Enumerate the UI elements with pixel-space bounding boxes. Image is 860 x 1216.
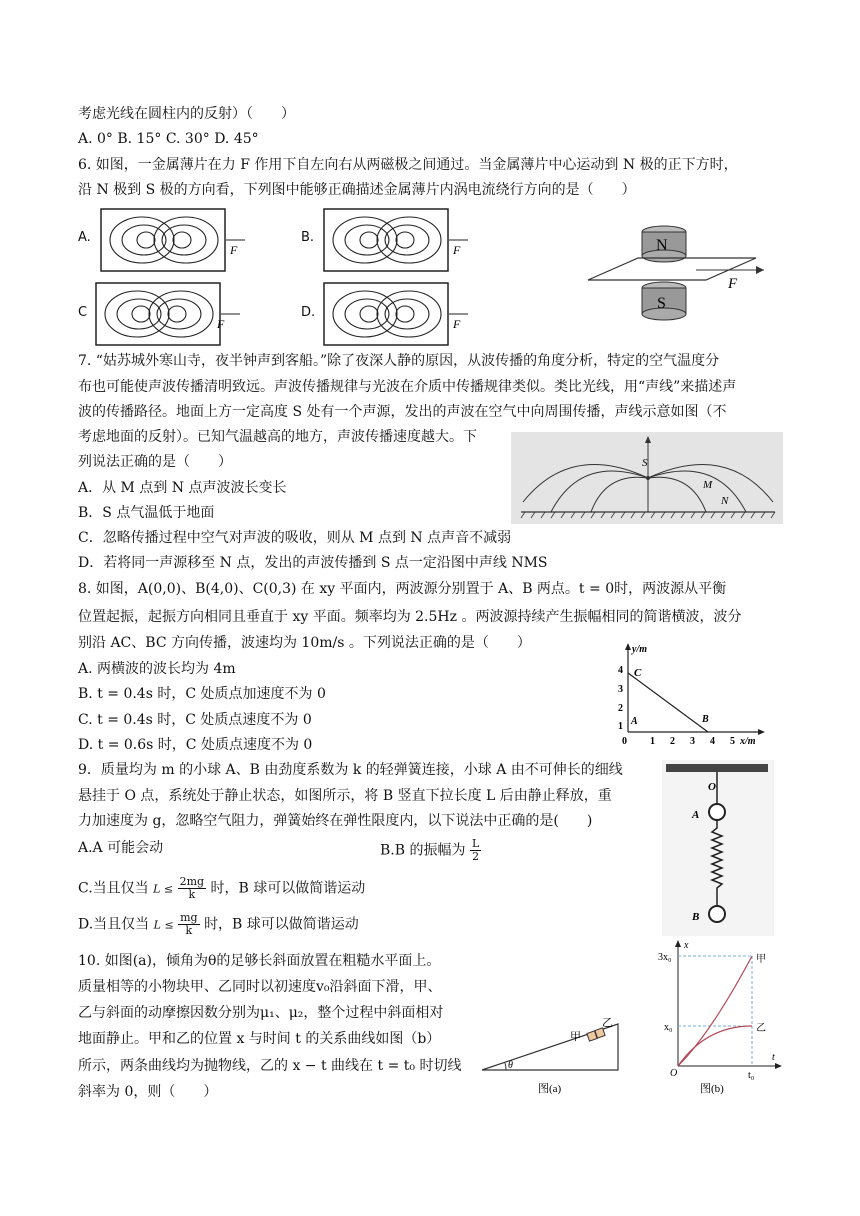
q8-stem-3: 别沿 AC、BC 方向传播，波速均为 10m/s 。下列说法正确的是（ ） xyxy=(78,635,531,651)
svg-text:y/m: y/m xyxy=(632,644,647,655)
q10-stem-3: 乙与斜面的动摩擦因数分别为μ₁、μ₂，整个过程中斜面相对 xyxy=(78,1005,444,1021)
svg-text:O: O xyxy=(670,1068,678,1079)
segment-bc xyxy=(628,673,708,732)
force-arrow-icon xyxy=(756,266,764,274)
curve-yi xyxy=(678,1026,752,1066)
q7-option-c: C．忽略传播过程中空气对声波的吸收，则从 M 点到 N 点声音不减弱 xyxy=(78,530,512,546)
svg-text:B: B xyxy=(702,714,709,725)
q8-option-c: C. t = 0.4s 时，C 处质点速度不为 0 xyxy=(78,712,312,728)
svg-text:B: B xyxy=(692,911,700,923)
q6-stem-2: 沿 N 极到 S 极的方向看，下列图中能够正确描述金属薄片内涡电流绕行方向的是（ ） xyxy=(78,182,636,198)
svg-text:A: A xyxy=(692,809,700,821)
q6-figure-b xyxy=(323,208,473,274)
svg-text:乙: 乙 xyxy=(756,1023,766,1034)
q8-xy-graph xyxy=(612,640,768,752)
q9-option-b xyxy=(380,838,481,863)
q10-stem-1: 10. 如图(a)，倾角为θ的足够长斜面放置在粗糙水平面上。 xyxy=(78,953,441,969)
svg-text:图(b): 图(b) xyxy=(700,1083,724,1095)
svg-text:4: 4 xyxy=(710,736,715,747)
svg-text:4: 4 xyxy=(618,665,623,676)
svg-text:x/m: x/m xyxy=(740,736,756,747)
q10-incline-figure xyxy=(476,1018,646,1098)
svg-text:M: M xyxy=(703,479,713,491)
svg-text:F: F xyxy=(453,243,461,257)
svg-text:乙: 乙 xyxy=(602,1018,613,1029)
curve-jia xyxy=(678,956,752,1066)
svg-text:x: x xyxy=(684,940,689,951)
q7-option-b: B．S 点气温低于地面 xyxy=(78,505,215,521)
q6-stem-1: 6. 如图，一金属薄片在力 F 作用下自左向右从两磁极之间通过。当金属薄片中心运动到 N 极的正下方时， xyxy=(78,157,738,173)
q10-stem-6: 斜率为 0，则（ ） xyxy=(78,1084,218,1100)
q6-option-c: C xyxy=(78,305,88,320)
svg-text:N: N xyxy=(721,495,729,507)
q7-stem-3: 波的传播路径。地面上方一定高度 S 处有一个声源，发出的声波在空气中向周围传播，声线示意如图（不 xyxy=(78,404,727,420)
q10-stem-4: 地面静止。甲和乙的位置 x 与时间 t 的关系曲线如图（b） xyxy=(78,1031,441,1047)
svg-text:S: S xyxy=(642,457,648,469)
svg-text:O: O xyxy=(708,781,716,793)
svg-text:图(a): 图(a) xyxy=(538,1083,562,1095)
q6-figure-c xyxy=(95,282,245,348)
q9-stem-3: 力加速度为 g，忽略空气阻力，弹簧始终在弹性限度内，以下说法中正确的是( ) xyxy=(78,813,593,829)
fraction-denominator: 2 xyxy=(472,850,480,863)
q6-option-b: B. xyxy=(301,230,315,245)
fraction-numerator: L xyxy=(471,837,480,850)
svg-text:2: 2 xyxy=(618,703,623,714)
q6-magnet-figure xyxy=(578,222,768,328)
q9-option-a: A.A 可能会动 xyxy=(78,840,164,856)
svg-text:C: C xyxy=(634,667,642,679)
svg-text:S: S xyxy=(657,295,666,312)
ceiling xyxy=(666,764,768,772)
q6-figure-a xyxy=(100,208,250,274)
q9-option-c: C.当且仅当 L ≤ $\frac{2mg}{k}$ 时，B 球可以做简谐运动 xyxy=(78,875,366,901)
ball-a xyxy=(709,804,725,820)
svg-text:3x₀: 3x₀ xyxy=(658,952,672,963)
ball-b xyxy=(709,906,725,922)
q7-sound-ray-figure xyxy=(511,432,783,524)
svg-text:3: 3 xyxy=(618,684,623,695)
q7-stem-2: 布也可能使声波传播清明致远。声波传播规律与光波在介质中传播规律类似。类比光线，用“声线”来描述声 xyxy=(78,379,737,395)
svg-text:t₀: t₀ xyxy=(748,1070,755,1081)
q7-option-a: A．从 M 点到 N 点声波波长变长 xyxy=(78,480,287,496)
q6-option-d: D. xyxy=(301,305,316,320)
svg-text:t: t xyxy=(772,1052,775,1063)
q8-option-b: B. t = 0.4s 时，C 处质点加速度不为 0 xyxy=(78,686,326,702)
q9-spring-figure xyxy=(662,760,774,936)
svg-text:甲: 甲 xyxy=(756,954,766,965)
q8-option-a: A. 两横波的波长均为 4m xyxy=(78,661,236,677)
q10-xt-graph xyxy=(656,938,784,1098)
svg-text:1: 1 xyxy=(650,736,655,747)
svg-text:5: 5 xyxy=(730,736,735,747)
svg-text:F: F xyxy=(217,317,225,331)
q7-stem-4: 考虑地面的反射）。已知气温越高的地方，声波传播速度越大。下 xyxy=(78,429,477,445)
q7-option-d: D．若将同一声源移至 N 点，发出的声波传播到 S 点一定沿图中声线 NMS xyxy=(78,555,548,571)
q5-tail: 考虑光线在圆柱内的反射）（ ） xyxy=(78,106,295,122)
q6-option-a: A. xyxy=(78,230,91,245)
svg-text:N: N xyxy=(656,237,668,254)
svg-text:甲: 甲 xyxy=(570,1031,581,1043)
q9-stem-2: 悬挂于 O 点，系统处于静止状态，如图所示，将 B 竖直下拉长度 L 后由静止释放，重 xyxy=(78,788,612,804)
force-label: F xyxy=(230,243,238,257)
svg-text:θ: θ xyxy=(508,1060,513,1071)
q8-stem-1: 8. 如图，A(0,0)、B(4,0)、C(0,3) 在 xy 平面内，两波源分别置于 A、B 两点。t = 0时，两波源从平衡 xyxy=(78,581,727,597)
q6-figure-d xyxy=(323,282,473,348)
q10-stem-5: 所示，两条曲线均为抛物线，乙的 x − t 曲线在 t = t₀ 时切线 xyxy=(78,1058,462,1074)
svg-text:0: 0 xyxy=(622,736,627,747)
svg-text:x₀: x₀ xyxy=(664,1022,673,1033)
q10-stem-2: 质量相等的小物块甲、乙同时以初速度v₀沿斜面下滑，甲、 xyxy=(78,979,442,995)
svg-text:1: 1 xyxy=(618,721,623,732)
svg-text:F: F xyxy=(728,276,738,292)
q8-stem-2: 位置起振，起振方向相同且垂直于 xy 平面。频率均为 2.5Hz 。两波源持续产生振幅相同的简谐横波，波分 xyxy=(78,609,742,625)
q9-option-d: D.当且仅当 L ≤ $\frac{mg}{k}$ 时，B 球可以做简谐运动 xyxy=(78,911,359,937)
svg-text:A: A xyxy=(631,716,638,727)
svg-text:2: 2 xyxy=(670,736,675,747)
q5-options: A. 0° B. 15° C. 30° D. 45° xyxy=(78,131,259,147)
q8-option-d: D. t = 0.6s 时，C 处质点速度不为 0 xyxy=(78,737,313,753)
q7-stem-1: 7. “姑苏城外寒山寺，夜半钟声到客船。”除了夜深人静的原因，从波传播的角度分析，特定的空气温度分 xyxy=(78,353,720,369)
svg-text:F: F xyxy=(453,317,461,331)
svg-text:3: 3 xyxy=(690,736,695,747)
q9-stem-1: 9．质量均为 m 的小球 A、B 由劲度系数为 k 的轻弹簧连接，小球 A 由不可伸长的细线 xyxy=(78,762,623,778)
q7-stem-5: 列说法正确的是（ ） xyxy=(78,454,232,470)
q9-option-b-text: B.B 的振幅为 xyxy=(380,842,466,859)
